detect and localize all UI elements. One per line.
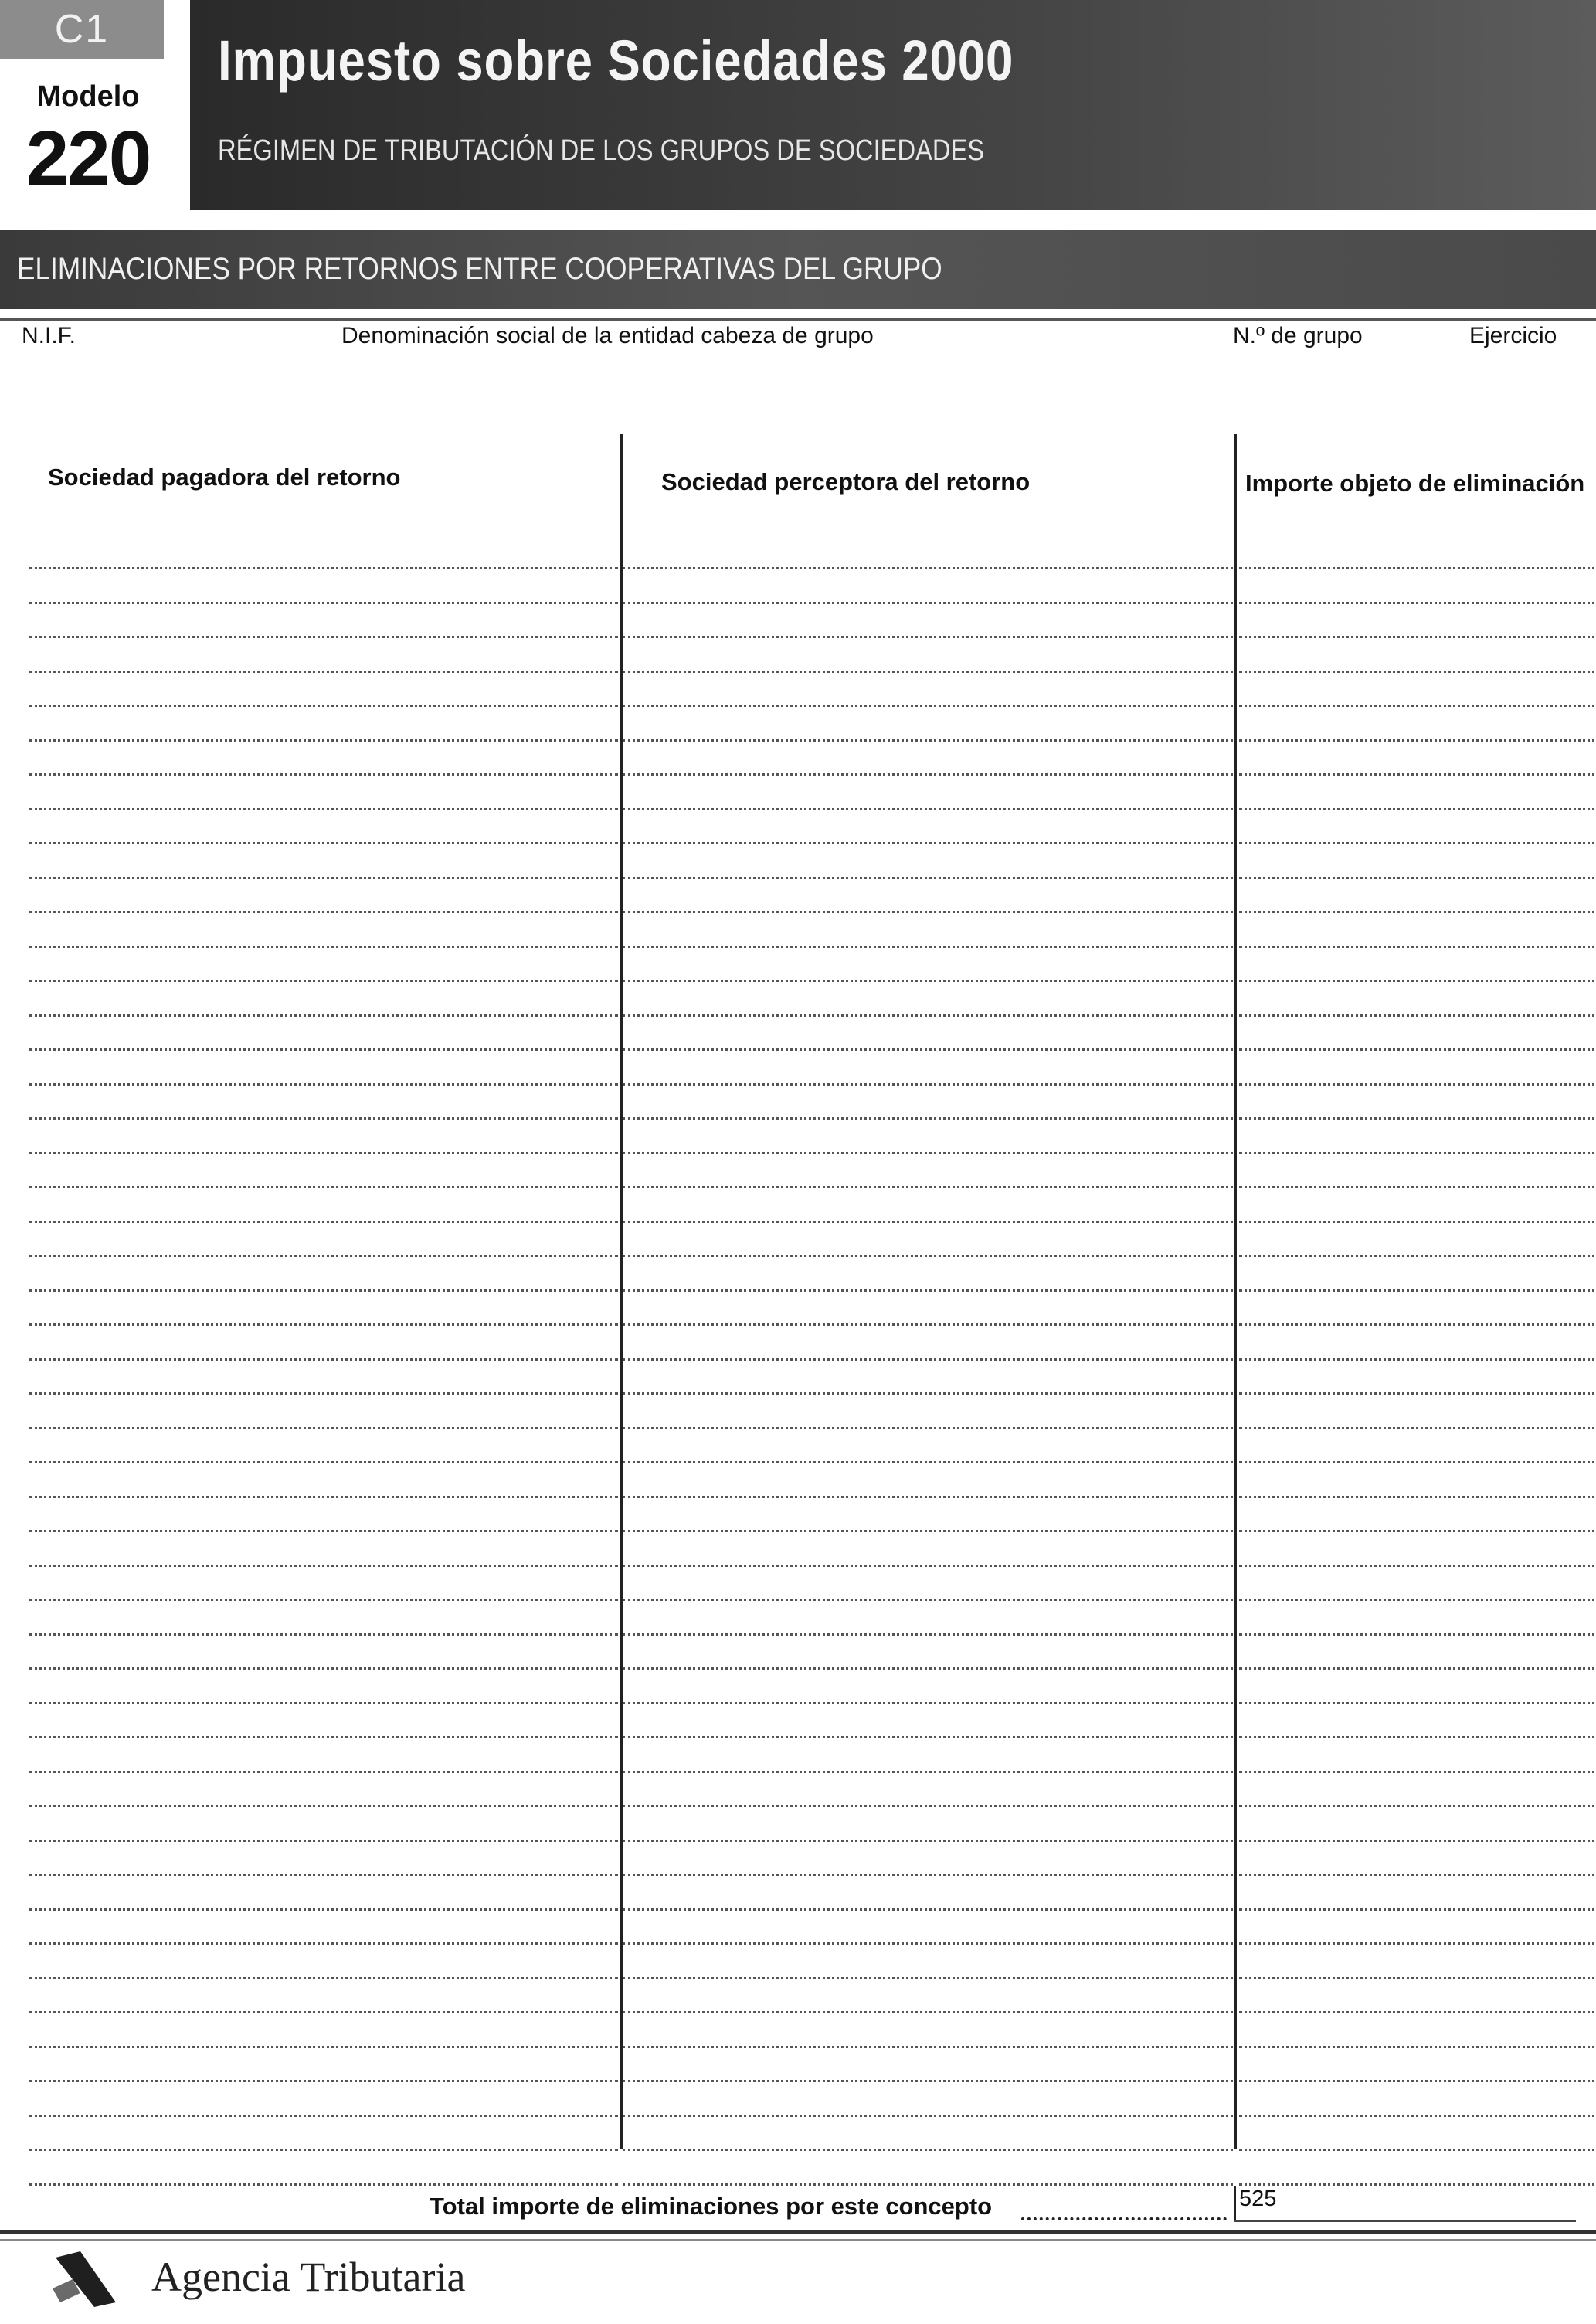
row-importe-line[interactable] [1239, 842, 1596, 844]
row-pagadora-line[interactable] [29, 2011, 618, 2013]
row-pagadora-line[interactable] [29, 1874, 618, 1876]
row-pagadora-line[interactable] [29, 1908, 618, 1911]
row-perceptora-line[interactable] [623, 602, 1233, 604]
total-leader-dots [1021, 2217, 1227, 2220]
agencia-tributaria-logo-icon [49, 2248, 127, 2310]
row-importe-line[interactable] [1239, 567, 1596, 569]
row-importe-line[interactable] [1239, 1461, 1596, 1463]
row-perceptora-line[interactable] [623, 2149, 1233, 2151]
row-perceptora-line[interactable] [623, 567, 1233, 569]
row-perceptora-line[interactable] [623, 1289, 1233, 1292]
row-perceptora-line[interactable] [623, 1702, 1233, 1704]
row-pagadora-line[interactable] [29, 980, 618, 982]
column-header-pagadora: Sociedad pagadora del retorno [48, 464, 401, 491]
row-importe-line[interactable] [1239, 602, 1596, 604]
footer-rule [0, 2239, 1596, 2241]
row-pagadora-line[interactable] [29, 1014, 618, 1017]
row-perceptora-line[interactable] [623, 1427, 1233, 1429]
row-importe-line[interactable] [1239, 1255, 1596, 1257]
row-importe-line[interactable] [1239, 2115, 1596, 2117]
row-perceptora-line[interactable] [623, 1014, 1233, 1017]
row-perceptora-line[interactable] [623, 1771, 1233, 1773]
row-importe-line[interactable] [1239, 1599, 1596, 1601]
row-perceptora-line[interactable] [623, 1048, 1233, 1051]
row-importe-line[interactable] [1239, 946, 1596, 948]
row-importe-line[interactable] [1239, 705, 1596, 707]
row-perceptora-line[interactable] [623, 636, 1233, 638]
row-importe-line[interactable] [1239, 1840, 1596, 1842]
row-pagadora-line[interactable] [29, 1771, 618, 1773]
nif-field-label: N.I.F. [22, 323, 76, 348]
row-importe-line[interactable] [1239, 1083, 1596, 1086]
form-section-badge: C1 [0, 0, 164, 59]
row-pagadora-line[interactable] [29, 1461, 618, 1463]
row-importe-line[interactable] [1239, 2149, 1596, 2151]
row-pagadora-line[interactable] [29, 842, 618, 844]
row-perceptora-line[interactable] [623, 911, 1233, 913]
row-perceptora-line[interactable] [623, 1942, 1233, 1945]
row-perceptora-line[interactable] [623, 1461, 1233, 1463]
row-pagadora-line[interactable] [29, 2080, 618, 2082]
table-rows [29, 0, 1574, 2324]
row-pagadora-line[interactable] [29, 636, 618, 638]
row-pagadora-line[interactable] [29, 1152, 618, 1154]
row-perceptora-line[interactable] [623, 1392, 1233, 1395]
row-importe-line[interactable] [1239, 1874, 1596, 1876]
row-importe-line[interactable] [1239, 2080, 1596, 2082]
row-importe-line[interactable] [1239, 1667, 1596, 1670]
row-importe-line[interactable] [1239, 1736, 1596, 1738]
row-importe-line[interactable] [1239, 1048, 1596, 1051]
row-pagadora-line[interactable] [29, 1117, 618, 1120]
row-perceptora-line[interactable] [623, 1840, 1233, 1842]
row-importe-line[interactable] [1239, 1323, 1596, 1326]
row-perceptora-line[interactable] [623, 808, 1233, 810]
row-pagadora-line[interactable] [29, 946, 618, 948]
agency-name: Agencia Tributaria [151, 2254, 466, 2300]
row-pagadora-line[interactable] [29, 1702, 618, 1704]
denominacion-field-label: Denominación social de la entidad cabeza de grupo [341, 323, 874, 348]
row-perceptora-line[interactable] [623, 1977, 1233, 1979]
row-importe-line[interactable] [1239, 1392, 1596, 1395]
row-perceptora-line[interactable] [623, 2115, 1233, 2117]
row-importe-line[interactable] [1239, 2046, 1596, 2048]
total-label: Total importe de eliminaciones por este concepto [430, 2193, 993, 2220]
row-pagadora-line[interactable] [29, 1323, 618, 1326]
row-pagadora-line[interactable] [29, 1048, 618, 1051]
row-pagadora-line[interactable] [29, 1840, 618, 1842]
row-perceptora-line[interactable] [623, 773, 1233, 776]
row-perceptora-line[interactable] [623, 1152, 1233, 1154]
row-perceptora-line[interactable] [623, 877, 1233, 879]
row-pagadora-line[interactable] [29, 705, 618, 707]
row-importe-line[interactable] [1239, 636, 1596, 638]
row-pagadora-line[interactable] [29, 1599, 618, 1601]
row-importe-line[interactable] [1239, 1186, 1596, 1188]
modelo-number: 220 [25, 115, 151, 202]
row-perceptora-line[interactable] [623, 739, 1233, 742]
row-pagadora-line[interactable] [29, 1186, 618, 1188]
row-pagadora-line[interactable] [29, 1289, 618, 1292]
row-perceptora-line[interactable] [623, 1667, 1233, 1670]
modelo-label: Modelo [36, 80, 140, 113]
row-pagadora-line[interactable] [29, 911, 618, 913]
row-importe-line[interactable] [1239, 1530, 1596, 1532]
row-importe-line[interactable] [1239, 1496, 1596, 1498]
row-importe-line[interactable] [1239, 1908, 1596, 1911]
row-importe-line[interactable] [1239, 1565, 1596, 1567]
form-title: Impuesto sobre Sociedades 2000 [218, 29, 1014, 93]
row-pagadora-line[interactable] [29, 1530, 618, 1532]
row-perceptora-line[interactable] [623, 1083, 1233, 1086]
row-pagadora-line[interactable] [29, 1496, 618, 1498]
row-pagadora-line[interactable] [29, 1427, 618, 1429]
row-pagadora-line[interactable] [29, 1083, 618, 1086]
row-importe-line[interactable] [1239, 808, 1596, 810]
row-pagadora-line[interactable] [29, 2149, 618, 2151]
column-header-perceptora: Sociedad perceptora del retorno [661, 468, 1031, 495]
row-pagadora-line[interactable] [29, 1392, 618, 1395]
row-perceptora-line[interactable] [623, 1805, 1233, 1807]
row-importe-line[interactable] [1239, 671, 1596, 673]
row-perceptora-line[interactable] [623, 1358, 1233, 1361]
row-importe-line[interactable] [1239, 739, 1596, 742]
row-importe-line[interactable] [1239, 911, 1596, 913]
form-subtitle: RÉGIMEN DE TRIBUTACIÓN DE LOS GRUPOS DE SOCIEDADES [218, 134, 985, 167]
row-pagadora-line[interactable] [29, 567, 618, 569]
row-pagadora-line[interactable] [29, 671, 618, 673]
row-perceptora-line[interactable] [623, 842, 1233, 844]
row-pagadora-line[interactable] [29, 808, 618, 810]
row-pagadora-line[interactable] [29, 1255, 618, 1257]
row-perceptora-line[interactable] [623, 2183, 1233, 2186]
row-perceptora-line[interactable] [623, 980, 1233, 982]
row-pagadora-line[interactable] [29, 602, 618, 604]
row-importe-line[interactable] [1239, 1633, 1596, 1636]
total-box-edge [1234, 2186, 1236, 2222]
row-perceptora-line[interactable] [623, 1117, 1233, 1120]
row-pagadora-line[interactable] [29, 1977, 618, 1979]
section-title: ELIMINACIONES POR RETORNOS ENTRE COOPERATIVAS DEL GRUPO [17, 252, 942, 286]
row-pagadora-line[interactable] [29, 2115, 618, 2117]
row-importe-line[interactable] [1239, 1289, 1596, 1292]
row-importe-line[interactable] [1239, 1152, 1596, 1154]
footer-rule [0, 2230, 1596, 2234]
row-perceptora-line[interactable] [623, 2080, 1233, 2082]
row-perceptora-line[interactable] [623, 1874, 1233, 1876]
row-perceptora-line[interactable] [623, 1908, 1233, 1911]
row-importe-line[interactable] [1239, 1942, 1596, 1945]
row-pagadora-line[interactable] [29, 1358, 618, 1361]
row-pagadora-line[interactable] [29, 739, 618, 742]
row-pagadora-line[interactable] [29, 1221, 618, 1223]
row-importe-line[interactable] [1239, 2183, 1596, 2186]
row-importe-line[interactable] [1239, 1014, 1596, 1017]
ejercicio-field-label: Ejercicio [1469, 323, 1557, 348]
row-importe-line[interactable] [1239, 1427, 1596, 1429]
total-box-baseline [1234, 2220, 1576, 2222]
row-pagadora-line[interactable] [29, 773, 618, 776]
row-importe-line[interactable] [1239, 877, 1596, 879]
row-perceptora-line[interactable] [623, 946, 1233, 948]
row-perceptora-line[interactable] [623, 1323, 1233, 1326]
row-pagadora-line[interactable] [29, 1942, 618, 1945]
row-pagadora-line[interactable] [29, 1736, 618, 1738]
row-perceptora-line[interactable] [623, 1221, 1233, 1223]
row-perceptora-line[interactable] [623, 671, 1233, 673]
row-importe-line[interactable] [1239, 2011, 1596, 2013]
row-perceptora-line[interactable] [623, 1565, 1233, 1567]
row-importe-line[interactable] [1239, 773, 1596, 776]
row-importe-line[interactable] [1239, 1117, 1596, 1120]
row-importe-line[interactable] [1239, 1771, 1596, 1773]
row-pagadora-line[interactable] [29, 2046, 618, 2048]
row-perceptora-line[interactable] [623, 1255, 1233, 1257]
row-pagadora-line[interactable] [29, 1633, 618, 1636]
row-perceptora-line[interactable] [623, 1599, 1233, 1601]
row-importe-line[interactable] [1239, 1358, 1596, 1361]
row-perceptora-line[interactable] [623, 1496, 1233, 1498]
row-pagadora-line[interactable] [29, 1805, 618, 1807]
row-pagadora-line[interactable] [29, 1565, 618, 1567]
row-perceptora-line[interactable] [623, 1186, 1233, 1188]
row-importe-line[interactable] [1239, 1805, 1596, 1807]
row-perceptora-line[interactable] [623, 2011, 1233, 2013]
column-header-importe: Importe objeto de eliminación [1245, 470, 1585, 497]
row-pagadora-line[interactable] [29, 1667, 618, 1670]
row-importe-line[interactable] [1239, 1221, 1596, 1223]
total-box-code: 525 [1239, 2186, 1277, 2211]
row-perceptora-line[interactable] [623, 1633, 1233, 1636]
row-importe-line[interactable] [1239, 1702, 1596, 1704]
row-importe-line[interactable] [1239, 980, 1596, 982]
row-importe-line[interactable] [1239, 1977, 1596, 1979]
row-perceptora-line[interactable] [623, 705, 1233, 707]
row-pagadora-line[interactable] [29, 877, 618, 879]
grupo-field-label: N.º de grupo [1233, 323, 1363, 348]
row-pagadora-line[interactable] [29, 2183, 618, 2186]
row-perceptora-line[interactable] [623, 2046, 1233, 2048]
row-perceptora-line[interactable] [623, 1530, 1233, 1532]
row-perceptora-line[interactable] [623, 1736, 1233, 1738]
